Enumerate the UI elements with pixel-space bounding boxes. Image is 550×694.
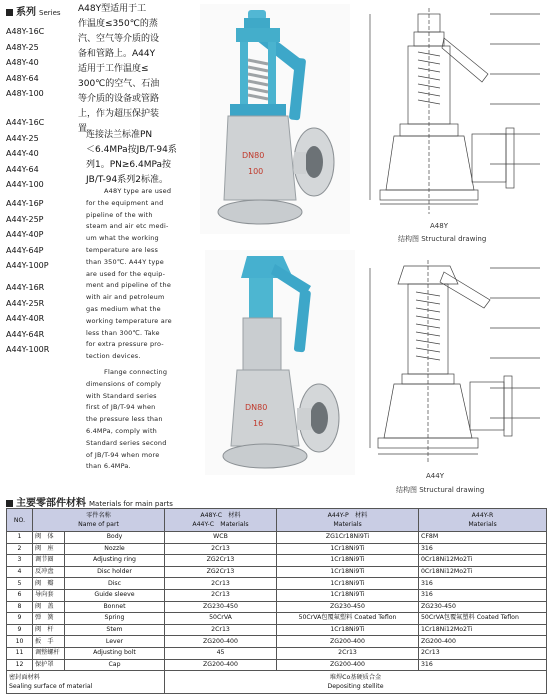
desc-cn-line: 作温度≤350℃的蒸 <box>78 19 158 29</box>
sealing-value: 堆焊Co基硬质合金 Depositing stellite <box>165 671 547 694</box>
desc-en-line: less than 300℃. Take <box>86 328 160 337</box>
cell-no: 2 <box>7 543 33 555</box>
header-no: NO. <box>7 509 33 532</box>
drawing1-caption: 结构图 Structural drawing <box>398 235 487 243</box>
cell-material-c: 2Cr13 <box>165 543 277 555</box>
desc-cn-line: 等介质的设备或管路 <box>78 94 160 104</box>
cell-material-p: 1Cr18Ni9Ti <box>277 624 419 636</box>
model-line: A44Y-40P <box>6 230 44 239</box>
cell-material-p: 1Cr18Ni9Ti <box>277 543 419 555</box>
description-cn-2 <box>86 128 198 188</box>
model-line: A44Y-25R <box>6 298 45 308</box>
cell-material-p: 1Cr18Ni9Ti <box>277 555 419 567</box>
valve1-mark-dn: DN80 <box>242 151 265 160</box>
model-line: A48Y-40 <box>6 58 39 67</box>
model-line: A44Y-64 <box>6 164 39 174</box>
cell-material-p: 1Cr18Ni9Ti <box>277 578 419 590</box>
cell-name-en: Guide sleeve <box>65 589 165 601</box>
desc-en-line: for the equipment and <box>86 198 164 207</box>
model-line: A48Y-25 <box>6 42 39 52</box>
cell-material-c: ZG230-450 <box>165 601 277 613</box>
desc-cn-line: 连接法兰标准PN <box>86 130 153 140</box>
cell-material-p: 1Cr18Ni9Ti <box>277 566 419 578</box>
table-row <box>7 613 547 625</box>
desc-en-line: working temperature are <box>86 316 172 325</box>
cell-material-p: ZG200-400 <box>277 659 419 671</box>
desc-en-line: the pressure less than <box>86 415 163 424</box>
cell-material-r: CF8M <box>419 532 547 544</box>
cell-name-cn: 阀 盖 <box>33 601 65 613</box>
cell-material-r: 316 <box>419 659 547 671</box>
cell-material-c: ZG2Cr13 <box>165 566 277 578</box>
desc-en-line: dimensions of comply <box>86 379 162 388</box>
cell-name-en: Body <box>65 532 165 544</box>
cell-name-cn: 调整螺杆 <box>33 647 65 659</box>
desc-cn-line: 置。 <box>78 124 97 134</box>
cell-no: 12 <box>7 659 33 671</box>
model-line: A48Y-64 <box>6 73 39 83</box>
table-row <box>7 532 547 544</box>
description-cn-1 <box>78 2 196 137</box>
desc-en-line: A48Y type are used <box>104 187 172 195</box>
cell-name-cn: 阀 体 <box>33 532 65 544</box>
cell-material-p: 2Cr13 <box>277 647 419 659</box>
cell-material-c: 2Cr13 <box>165 624 277 636</box>
valve-photo-a44y <box>205 250 355 475</box>
desc-cn-line: 备和管路上。A44Y <box>78 49 156 59</box>
desc-cn-line: 汽、空气等介质的设 <box>78 34 160 44</box>
desc-en-line: gas medium what the <box>86 304 161 313</box>
desc-en-line: with Standard series <box>86 391 157 400</box>
model-line: A44Y-25 <box>6 133 39 143</box>
cell-material-c: ZG2Cr13 <box>165 555 277 567</box>
desc-cn-line: JB/T-94系列2标准。 <box>86 175 168 185</box>
table-row <box>7 589 547 601</box>
description-en <box>86 186 208 473</box>
model-line: A44Y-16P <box>6 199 44 208</box>
model-line: A44Y-25P <box>6 214 44 224</box>
table-row <box>7 566 547 578</box>
drawing1-model: A48Y <box>430 222 448 230</box>
drawing2-model: A44Y <box>426 472 444 480</box>
sealing-label: 密封面材料 Sealing surface of material <box>7 671 165 694</box>
model-list-a48y <box>6 24 76 102</box>
cell-material-c: 50CrVA <box>165 613 277 625</box>
cell-material-r: ZG230-450 <box>419 601 547 613</box>
square-bullet-icon <box>6 9 13 16</box>
cell-material-c: 45 <box>165 647 277 659</box>
cell-material-p: ZG230-450 <box>277 601 419 613</box>
series-heading: 系列 Series <box>6 3 61 18</box>
cell-no: 9 <box>7 613 33 625</box>
table-row <box>7 543 547 555</box>
cell-name-cn: 阀 杆 <box>33 624 65 636</box>
structural-drawing-a48y <box>360 4 546 222</box>
cell-name-cn: 弹 簧 <box>33 613 65 625</box>
cell-name-en: Cap <box>65 659 165 671</box>
parts-table <box>6 508 547 694</box>
valve1-mark-pn: 100 <box>248 167 264 176</box>
parts-table-header <box>7 509 547 532</box>
desc-cn-line: ＜6.4MPa按JB/T-94系 <box>86 145 177 155</box>
cell-material-r: ZG200-400 <box>419 636 547 648</box>
drawing2-caption: 结构图 Structural drawing <box>396 486 485 494</box>
model-line: A44Y-64R <box>6 329 45 339</box>
desc-cn-line: 适用于工作温度≤ <box>78 64 149 74</box>
table-row <box>7 636 547 648</box>
desc-en-line: steam and air etc medi- <box>86 222 169 231</box>
valve2-mark-dn: DN80 <box>245 403 268 412</box>
table-row <box>7 555 547 567</box>
desc-en-line: first of JB/T-94 when <box>86 403 156 412</box>
structural-drawing-a44y <box>360 258 546 468</box>
model-list-a44y-r <box>6 280 76 358</box>
desc-en-line: for extra pressure pro- <box>86 340 164 349</box>
cell-material-r: 50CrVA包覆氟塑料 Coated Teflon <box>419 613 547 625</box>
sealing-row <box>7 671 547 694</box>
model-line: A48Y-100 <box>6 89 44 98</box>
desc-en-line: 6.4MPa, comply with <box>86 426 158 435</box>
model-line: A44Y-40 <box>6 149 39 158</box>
cell-material-r: 316 <box>419 543 547 555</box>
header-c-material: A48Y-C 材料 A44Y-C Materials <box>165 509 277 532</box>
table-row <box>7 624 547 636</box>
cell-name-en: Bonnet <box>65 601 165 613</box>
desc-en-line: pipeline of the with <box>86 210 153 219</box>
cell-no: 5 <box>7 578 33 590</box>
cell-name-cn: 扳 手 <box>33 636 65 648</box>
cell-name-cn: 反冲盘 <box>33 566 65 578</box>
cell-material-r: 1Cr18Ni12Mo2Ti <box>419 624 547 636</box>
cell-material-p: 50CrVA包覆氟塑料 Coated Teflon <box>277 613 419 625</box>
cell-no: 6 <box>7 589 33 601</box>
desc-cn-line: 列1。PN≥6.4MPa按 <box>86 160 172 170</box>
cell-name-en: Disc <box>65 578 165 590</box>
table-row <box>7 578 547 590</box>
cell-material-c: ZG200-400 <box>165 659 277 671</box>
valve-photo-a48y <box>200 4 350 234</box>
desc-en-line: temperature are less <box>86 245 159 254</box>
model-line: A44Y-16C <box>6 118 45 127</box>
desc-cn-line: 上，作为超压保护装 <box>78 109 160 119</box>
model-line: A44Y-100P <box>6 261 49 270</box>
cell-no: 3 <box>7 555 33 567</box>
cell-no: 11 <box>7 647 33 659</box>
desc-en-line: Standard series second <box>86 438 167 447</box>
parts-table-wrap <box>6 508 546 694</box>
desc-en-line: than 6.4MPa. <box>86 462 131 471</box>
table-row <box>7 659 547 671</box>
cell-no: 1 <box>7 532 33 544</box>
square-bullet-icon <box>6 500 13 507</box>
cell-material-r: 316 <box>419 578 547 590</box>
cell-no: 8 <box>7 601 33 613</box>
cell-no: 10 <box>7 636 33 648</box>
table-row <box>7 601 547 613</box>
cell-name-en: Lever <box>65 636 165 648</box>
cell-material-r: 316 <box>419 589 547 601</box>
cell-no: 4 <box>7 566 33 578</box>
header-name: 零件名称 Name of part <box>33 509 165 532</box>
parts-heading: 主要零部件材料 Materials for main parts <box>6 494 173 509</box>
model-line: A48Y-16C <box>6 27 45 36</box>
model-line: A44Y-40R <box>6 314 45 323</box>
cell-material-p: 1Cr18Ni9Ti <box>277 589 419 601</box>
cell-name-en: Spring <box>65 613 165 625</box>
cell-name-en: Adjusting ring <box>65 555 165 567</box>
header-p-material: A44Y-P 材料 Materials <box>277 509 419 532</box>
cell-name-en: Nozzle <box>65 543 165 555</box>
cell-name-cn: 阀 瓣 <box>33 578 65 590</box>
desc-en-line: Flange connecting <box>104 367 168 376</box>
cell-material-r: 0Cr18Ni12Mo2Ti <box>419 566 547 578</box>
desc-en-line: um what the working <box>86 234 159 243</box>
cell-name-cn: 阀 座 <box>33 543 65 555</box>
cell-material-c: WCB <box>165 532 277 544</box>
cell-material-c: 2Cr13 <box>165 589 277 601</box>
cell-material-r: 0Cr18Ni12Mo2Ti <box>419 555 547 567</box>
desc-en-line: tection devices. <box>86 352 141 361</box>
cell-material-r: 2Cr13 <box>419 647 547 659</box>
header-r-material: A44Y-R Materials <box>419 509 547 532</box>
desc-cn-line: A48Y型适用于工 <box>78 4 147 14</box>
model-list-a44y-p <box>6 196 76 274</box>
desc-en-line: ment and pipeline of the <box>86 281 172 290</box>
model-line: A44Y-100 <box>6 180 44 189</box>
cell-material-c: ZG200-400 <box>165 636 277 648</box>
cell-name-cn: 调节圈 <box>33 555 65 567</box>
desc-en-line: with air and petroleum <box>86 293 165 302</box>
desc-cn-line: 300℃的空气、石油 <box>78 79 160 89</box>
cell-name-cn: 导向套 <box>33 589 65 601</box>
desc-en-line: than 350℃. A44Y type <box>86 257 164 266</box>
valve2-mark-pn: 16 <box>253 419 264 428</box>
desc-en-line: of JB/T-94 when more <box>86 450 160 459</box>
cell-material-p: ZG1Cr18Ni9Ti <box>277 532 419 544</box>
cell-name-cn: 保护罩 <box>33 659 65 671</box>
cell-material-c: 2Cr13 <box>165 578 277 590</box>
model-line: A44Y-16R <box>6 283 45 292</box>
desc-en-line: are used for the equip- <box>86 269 166 278</box>
table-row <box>7 647 547 659</box>
model-list-a44y <box>6 115 76 193</box>
cell-name-en: Adjusting bolt <box>65 647 165 659</box>
model-line: A44Y-64P <box>6 245 44 255</box>
cell-no: 9 <box>7 624 33 636</box>
cell-material-p: ZG200-400 <box>277 636 419 648</box>
cell-name-en: Disc holder <box>65 566 165 578</box>
cell-name-en: Stem <box>65 624 165 636</box>
model-line: A44Y-100R <box>6 345 50 354</box>
